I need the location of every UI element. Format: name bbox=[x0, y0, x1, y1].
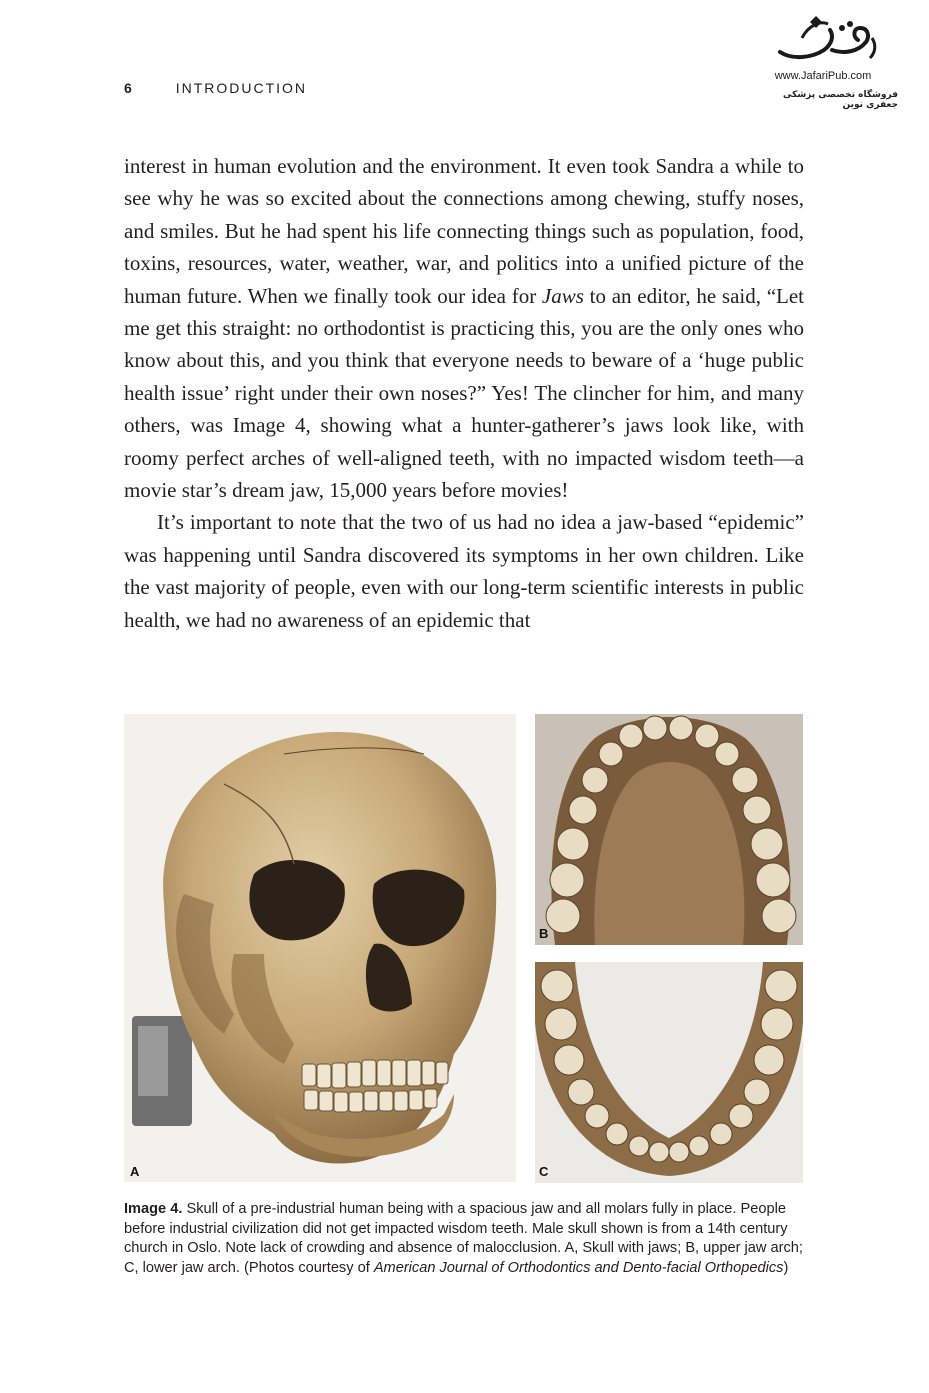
paragraph-1 bbox=[124, 150, 804, 506]
logo-calligraphy-icon bbox=[772, 14, 882, 70]
caption-journal: American Journal of Orthodontics and Dento-facial Orthopedics bbox=[373, 1259, 784, 1276]
upper-jaw-photo bbox=[535, 714, 803, 945]
figure-caption bbox=[124, 1200, 804, 1278]
caption-end: ) bbox=[783, 1259, 789, 1276]
paragraph-2: It’s important to note that the two of us had no idea a jaw-based “epidemic” was happening until Sandra discovered its symptoms in her own children. Like the vast majority of people, even with our long-term scientific interests in public health, we had no awareness of an epidemic that bbox=[124, 510, 804, 632]
photo-label-c: C bbox=[539, 1164, 549, 1179]
caption-text: Skull of a pre-industrial human being with a spacious jaw and all molars fully in place. People before industrial civilization did not get impacted wisdom teeth. Male skull shown is from a 14th century church in Oslo. Note lack of crowding and absence of malocclusion. A, Skull with jaws; B, upper jaw arch; C, lower jaw arch. (Photos courtesy of bbox=[124, 1201, 803, 1276]
logo-url: www.JafariPub.com bbox=[774, 70, 872, 82]
photo-label-a: A bbox=[130, 1164, 140, 1179]
body-text bbox=[124, 150, 804, 636]
photo-label-b: B bbox=[539, 926, 549, 941]
section-title: INTRODUCTION bbox=[175, 80, 308, 96]
skull-photo bbox=[124, 714, 516, 1182]
paragraph-1-text-b: to an editor, he said, “Let me get this straight: no orthodontist is practicing this, you are the only ones who know about this, and you think that everyone needs to beware of a ‘huge public health issue’ right under their own noses?” Yes! The clincher for him, and many others, was Image 4, showing what a hunter-gatherer’s jaws look like, with roomy perfect arches of well-aligned teeth, with no impacted wisdom teeth—a movie star’s dream jaw, 15,000 years before movies! bbox=[124, 283, 805, 503]
page-number: 6 bbox=[124, 80, 132, 96]
paragraph-1-text-a: interest in human evolution and the environment. It even took Sandra a while to see why he was so excited about the connections among chewing, stuffy noses, and smiles. But he had spent his life connecting things such as population, food, toxins, resources, water, weather, war, and politics into a unified picture of the human future. When we finally took our idea for bbox=[124, 154, 804, 308]
lower-jaw-photo bbox=[535, 962, 803, 1183]
publisher-logo bbox=[748, 14, 898, 114]
figure-image-4 bbox=[124, 714, 804, 1184]
logo-tagline: فروشگاه تخصصی پزشکی جعفری نوین bbox=[782, 90, 898, 110]
running-header bbox=[124, 80, 307, 96]
caption-lead: Image 4. bbox=[124, 1201, 183, 1217]
book-title-jaws: Jaws bbox=[541, 283, 584, 308]
